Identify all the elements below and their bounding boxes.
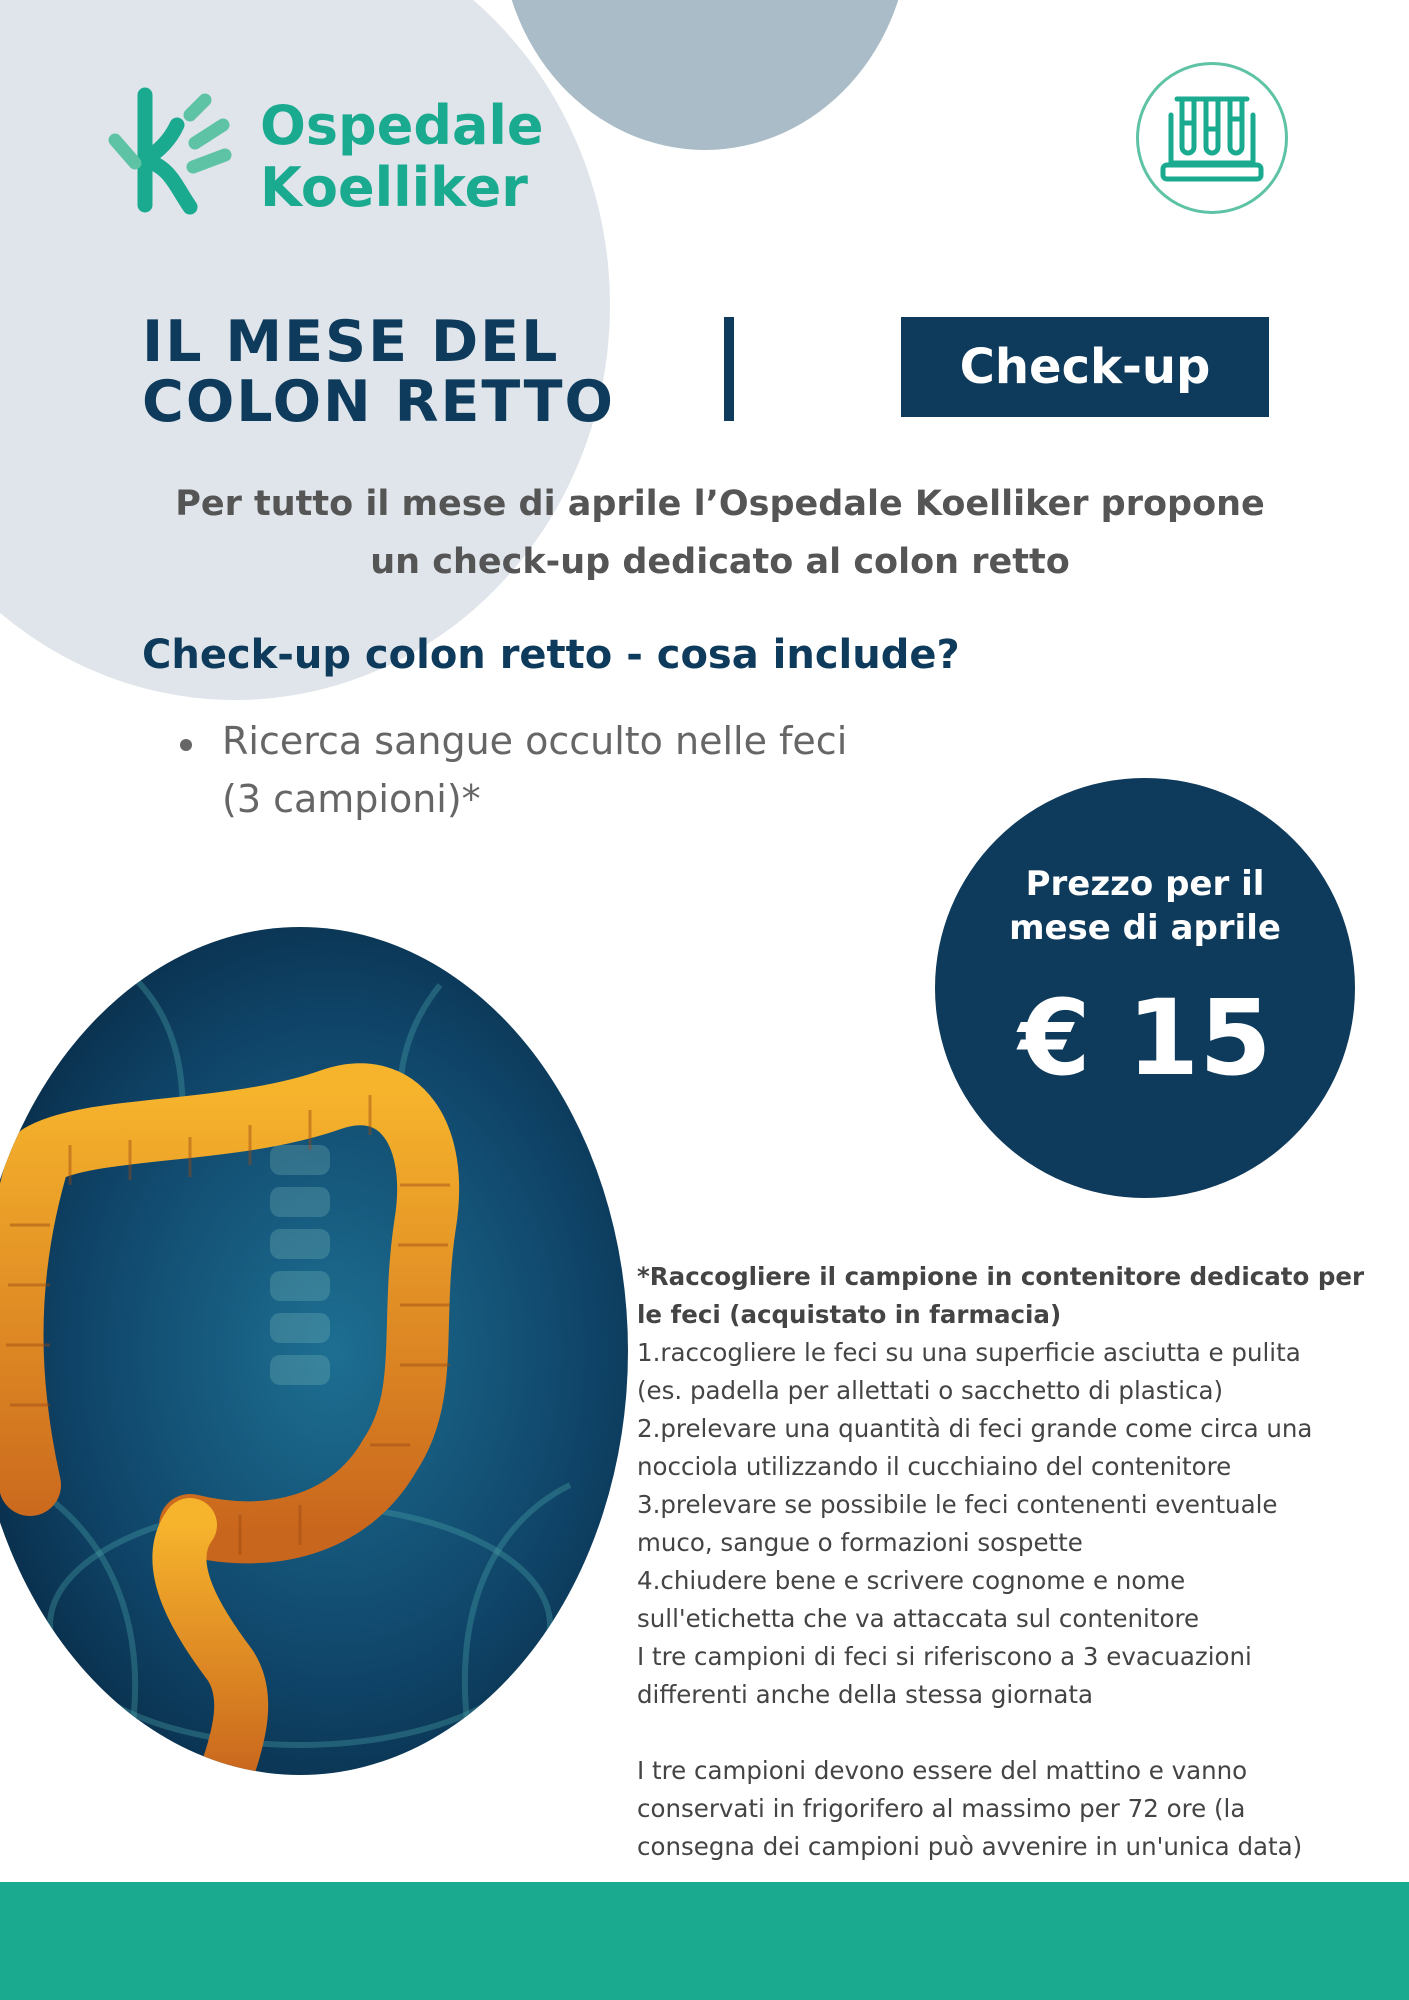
- price-label-line1: Prezzo per il: [1025, 864, 1265, 904]
- price-label: [935, 862, 1355, 950]
- instruction-line: (es. padella per allettati o sacchetto di plastica): [637, 1376, 1224, 1405]
- includes-list: [178, 712, 847, 828]
- colon-illustration: [0, 925, 630, 1777]
- hospital-name-line1: Ospedale: [260, 94, 544, 157]
- footer-bar: [0, 1882, 1409, 2000]
- page-title-line2: COLON RETTO: [142, 369, 615, 435]
- instructions-heading-line1: *Raccogliere il campione in contenitore dedicato per: [637, 1262, 1365, 1291]
- price-label-line2: mese di aprile: [1009, 908, 1281, 948]
- hospital-name-line2: Koelliker: [260, 156, 528, 219]
- paragraph-gap: [637, 1714, 1357, 1752]
- list-item: [178, 712, 847, 828]
- k-hand-logo-icon: [105, 85, 245, 230]
- list-item-line1: Ricerca sangue occulto nelle feci: [222, 719, 848, 763]
- instruction-line: 2.prelevare una quantità di feci grande come circa una: [637, 1414, 1313, 1443]
- note-line: I tre campioni devono essere del mattino e vanno: [637, 1756, 1248, 1785]
- instruction-line: differenti anche della stessa giornata: [637, 1680, 1094, 1709]
- list-item-line2: (3 campioni)*: [222, 777, 481, 821]
- sample-instructions: [637, 1258, 1365, 1866]
- intro-line2: un check-up dedicato al colon retto: [370, 542, 1070, 582]
- note-line: consegna dei campioni può avvenire in un'unica data): [637, 1832, 1303, 1861]
- instruction-line: nocciola utilizzando il cucchiaino del contenitore: [637, 1452, 1232, 1481]
- price-value: € 15: [1018, 977, 1272, 1099]
- checkup-badge: Check-up: [901, 317, 1269, 417]
- instruction-line: sull'etichetta che va attaccata sul contenitore: [637, 1604, 1200, 1633]
- includes-heading: Check-up colon retto - cosa include?: [142, 632, 960, 678]
- price-badge: [935, 778, 1355, 1198]
- hospital-name: [260, 95, 544, 219]
- page-title: [142, 309, 615, 435]
- instruction-line: 4.chiudere bene e scrivere cognome e nome: [637, 1566, 1186, 1595]
- instruction-line: 3.prelevare se possibile le feci contenenti eventuale: [637, 1490, 1278, 1519]
- instruction-line: I tre campioni di feci si riferiscono a 3 evacuazioni: [637, 1642, 1252, 1671]
- intro-line1: Per tutto il mese di aprile l’Ospedale Koelliker propone: [175, 484, 1265, 524]
- test-tubes-badge: [1136, 62, 1288, 214]
- note-line: conservati in frigorifero al massimo per 72 ore (la: [637, 1794, 1246, 1823]
- vertical-divider: [724, 317, 734, 421]
- instructions-heading-line2: le feci (acquistato in farmacia): [637, 1300, 1062, 1329]
- instruction-line: muco, sangue o formazioni sospette: [637, 1528, 1083, 1557]
- test-tubes-icon: [1159, 89, 1265, 189]
- intro-text: [120, 475, 1320, 591]
- instruction-line: 1.raccogliere le feci su una superficie asciutta e pulita: [637, 1338, 1301, 1367]
- page-title-line1: IL MESE DEL: [142, 309, 560, 375]
- hospital-logo: [105, 85, 565, 230]
